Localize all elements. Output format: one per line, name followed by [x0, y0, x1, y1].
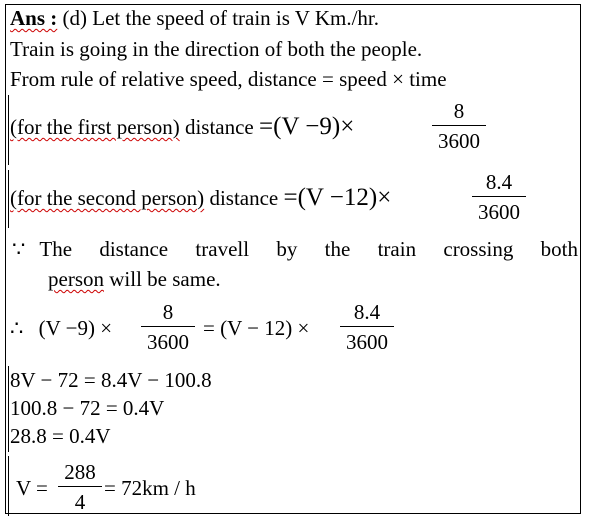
final-numerator: 288 — [64, 460, 96, 484]
first-distance-word: distance — [179, 115, 260, 139]
final-denominator: 4 — [74, 490, 86, 514]
second-person-equation — [10, 186, 391, 210]
therefore-numerator-1: 8 — [162, 300, 174, 324]
left-rule — [8, 170, 9, 228]
left-rule — [8, 366, 9, 452]
second-denominator: 3600 — [478, 200, 520, 224]
because-text: The distance travell by the train crossing both — [39, 237, 578, 261]
because-text-2: will be same. — [104, 267, 221, 291]
first-numerator: 8 — [453, 99, 465, 123]
step-1: 8V − 72 = 8.4V − 100.8 — [10, 368, 212, 392]
therefore-fraction-2 — [340, 300, 394, 354]
direction-line: Train is going in the direction of both the people. — [10, 37, 423, 61]
person-word: person — [48, 267, 104, 291]
therefore-left: (V −9) × — [38, 316, 113, 340]
answer-text: (d) Let the speed of train is V Km./hr. — [57, 6, 380, 30]
because-line-2 — [48, 267, 221, 291]
therefore-line — [10, 316, 112, 340]
step-3: 28.8 = 0.4V — [10, 424, 111, 448]
final-lhs: V = — [16, 476, 48, 500]
first-person-equation — [10, 115, 354, 139]
second-distance-word: distance — [204, 186, 284, 210]
fraction-bar — [58, 486, 102, 487]
first-person-label: (for the first person) — [10, 115, 180, 139]
first-denominator: 3600 — [438, 129, 480, 153]
step-2: 100.8 − 72 = 0.4V — [10, 396, 165, 420]
second-person-label: (for the second person) — [10, 186, 205, 210]
first-expression: =(V −9)× — [259, 113, 355, 140]
fraction-bar — [432, 125, 486, 126]
fraction-bar — [141, 326, 195, 327]
therefore-denominator-1: 3600 — [147, 330, 189, 354]
first-fraction — [432, 99, 486, 153]
because-line — [12, 237, 578, 261]
final-fraction — [58, 460, 102, 514]
because-symbol: ∵ — [12, 237, 26, 261]
therefore-symbol: ∴ — [10, 316, 24, 340]
answer-prefix: Ans : — [10, 6, 58, 30]
therefore-numerator-2: 8.4 — [353, 300, 381, 324]
left-rule — [8, 95, 9, 165]
therefore-middle: = (V − 12) × — [203, 316, 310, 340]
relative-speed-line: From rule of relative speed, distance = speed × time — [10, 67, 447, 91]
second-numerator: 8.4 — [485, 170, 513, 194]
second-fraction — [472, 170, 526, 224]
therefore-denominator-2: 3600 — [346, 330, 388, 354]
fraction-bar — [340, 326, 394, 327]
left-rule — [8, 456, 9, 516]
second-expression: =(V −12)× — [283, 184, 392, 211]
answer-line — [10, 6, 379, 30]
final-rhs: = 72km / h — [104, 476, 196, 500]
fraction-bar — [472, 196, 526, 197]
therefore-fraction-1 — [141, 300, 195, 354]
